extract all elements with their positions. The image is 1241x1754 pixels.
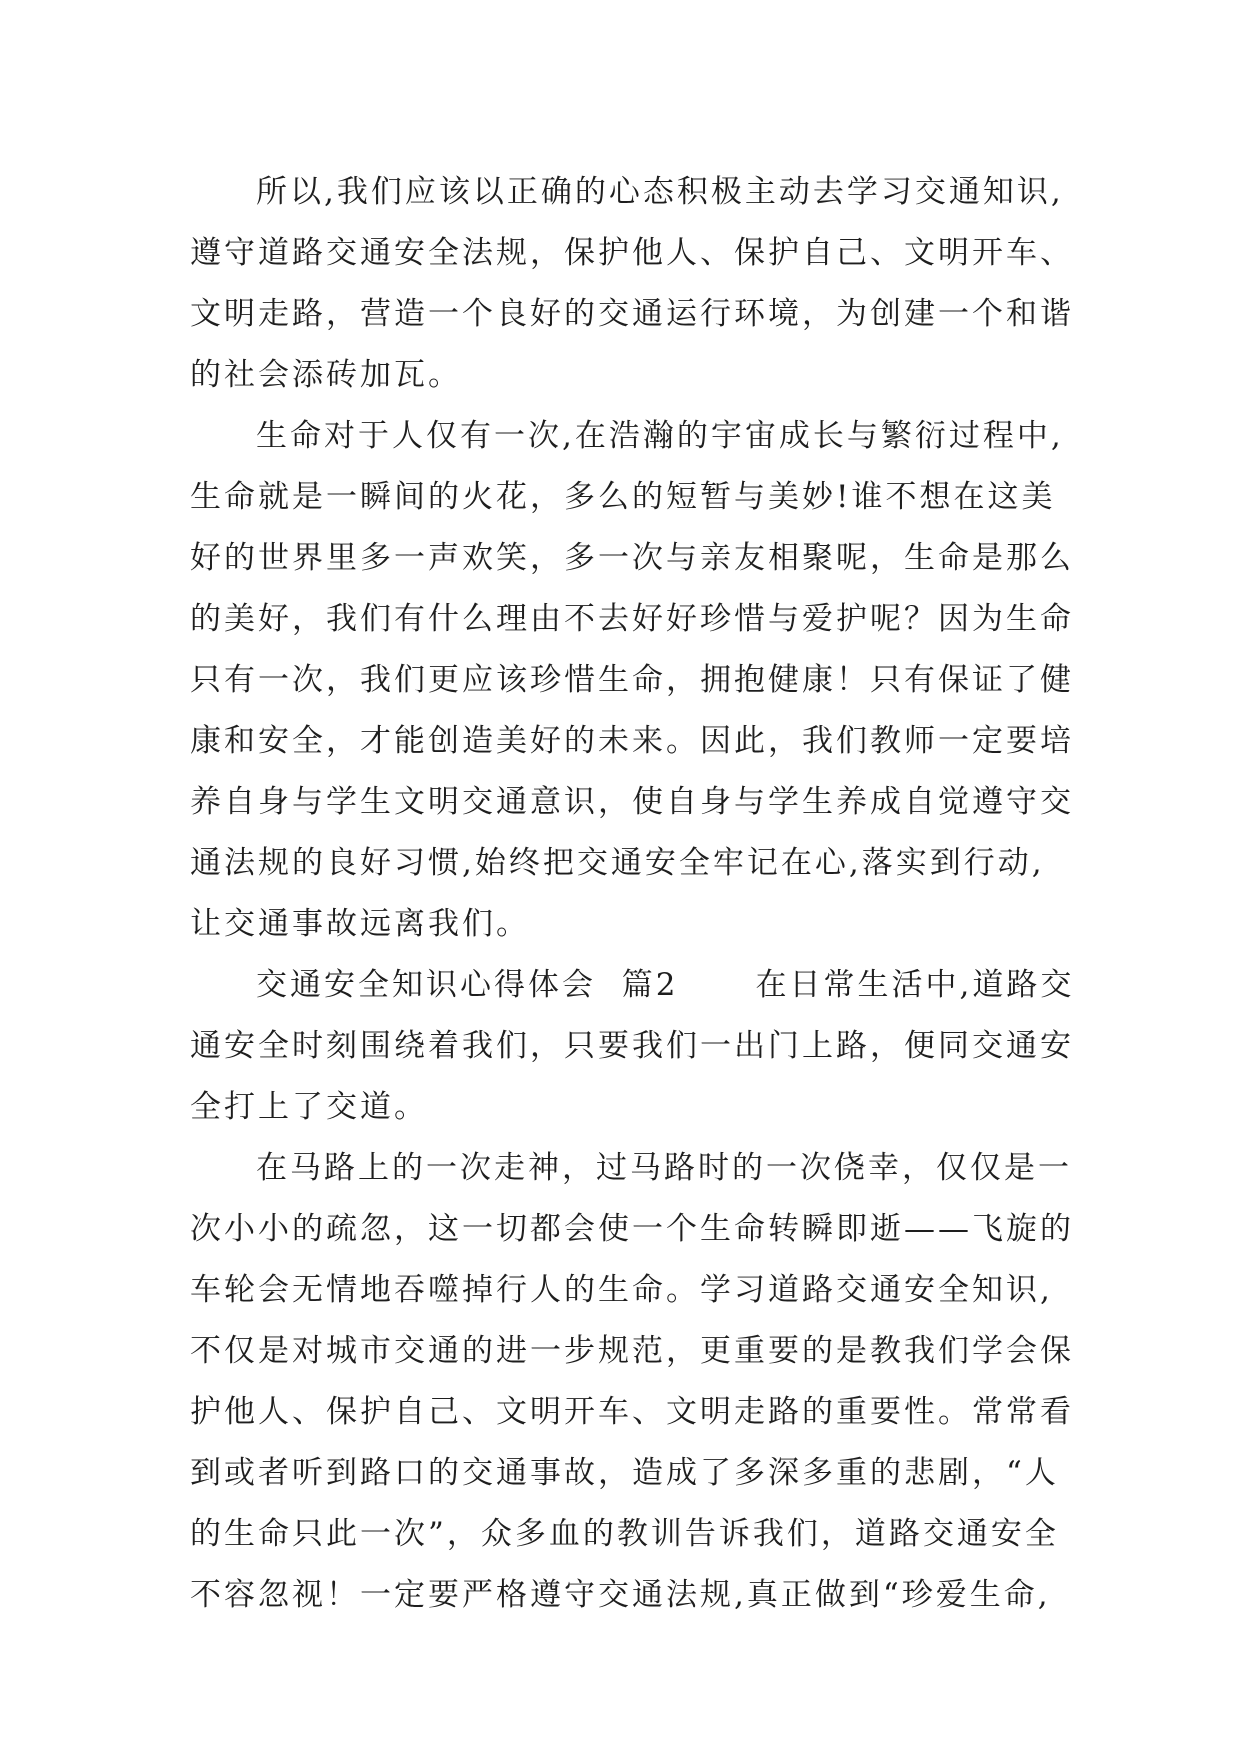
paragraph-line: 的生命只此一次”，众多血的教训告诉我们，道路交通安全 bbox=[190, 1516, 1059, 1552]
section-heading-line: 交通安全知识心得体会 篇2 在日常生活中,道路交 bbox=[256, 967, 1075, 1003]
paragraph-line: 的社会添砖加瓦。 bbox=[190, 357, 462, 393]
paragraph-line: 文明走路，营造一个良好的交通运行环境，为创建一个和谐 bbox=[190, 296, 1074, 332]
paragraph-line: 车轮会无情地吞噬掉行人的生命。学习道路交通安全知识, bbox=[190, 1272, 1053, 1308]
paragraph-line: 通法规的良好习惯,始终把交通安全牢记在心,落实到行动, bbox=[190, 845, 1045, 881]
paragraph-line: 生命就是一瞬间的火花，多么的短暂与美妙!谁不想在这美 bbox=[190, 479, 1056, 515]
paragraph-line: 不容忽视！一定要严格遵守交通法规,真正做到“珍爱生命, bbox=[190, 1577, 1051, 1613]
paragraph-line: 生命对于人仅有一次,在浩瀚的宇宙成长与繁衍过程中, bbox=[256, 418, 1064, 454]
paragraph-line: 好的世界里多一声欢笑，多一次与亲友相聚呢，生命是那么 bbox=[190, 540, 1074, 576]
paragraph-line: 全打上了交道。 bbox=[190, 1089, 428, 1125]
paragraph-line: 在马路上的一次走神，过马路时的一次侥幸，仅仅是一 bbox=[256, 1150, 1072, 1186]
paragraph-line: 护他人、保护自己、文明开车、文明走路的重要性。常常看 bbox=[190, 1394, 1074, 1430]
document-body bbox=[190, 162, 1075, 1626]
paragraph-line: 到或者听到路口的交通事故，造成了多深多重的悲剧，“人 bbox=[190, 1455, 1059, 1491]
paragraph-line: 的美好，我们有什么理由不去好好珍惜与爱护呢？因为生命 bbox=[190, 601, 1074, 637]
paragraph-line: 遵守道路交通安全法规，保护他人、保护自己、文明开车、 bbox=[190, 235, 1074, 271]
paragraph-line: 只有一次，我们更应该珍惜生命，拥抱健康！只有保证了健 bbox=[190, 662, 1074, 698]
paragraph-line: 次小小的疏忽，这一切都会使一个生命转瞬即逝——飞旋的 bbox=[190, 1211, 1074, 1247]
paragraph-line: 康和安全，才能创造美好的未来。因此，我们教师一定要培 bbox=[190, 723, 1074, 759]
paragraph-line: 所以,我们应该以正确的心态积极主动去学习交通知识, bbox=[256, 174, 1064, 210]
paragraph-line: 养自身与学生文明交通意识，使自身与学生养成自觉遵守交 bbox=[190, 784, 1074, 820]
paragraph-line: 通安全时刻围绕着我们，只要我们一出门上路，便同交通安 bbox=[190, 1028, 1074, 1064]
paragraph-line: 让交通事故远离我们。 bbox=[190, 906, 530, 942]
paragraph-line: 不仅是对城市交通的进一步规范，更重要的是教我们学会保 bbox=[190, 1333, 1074, 1369]
